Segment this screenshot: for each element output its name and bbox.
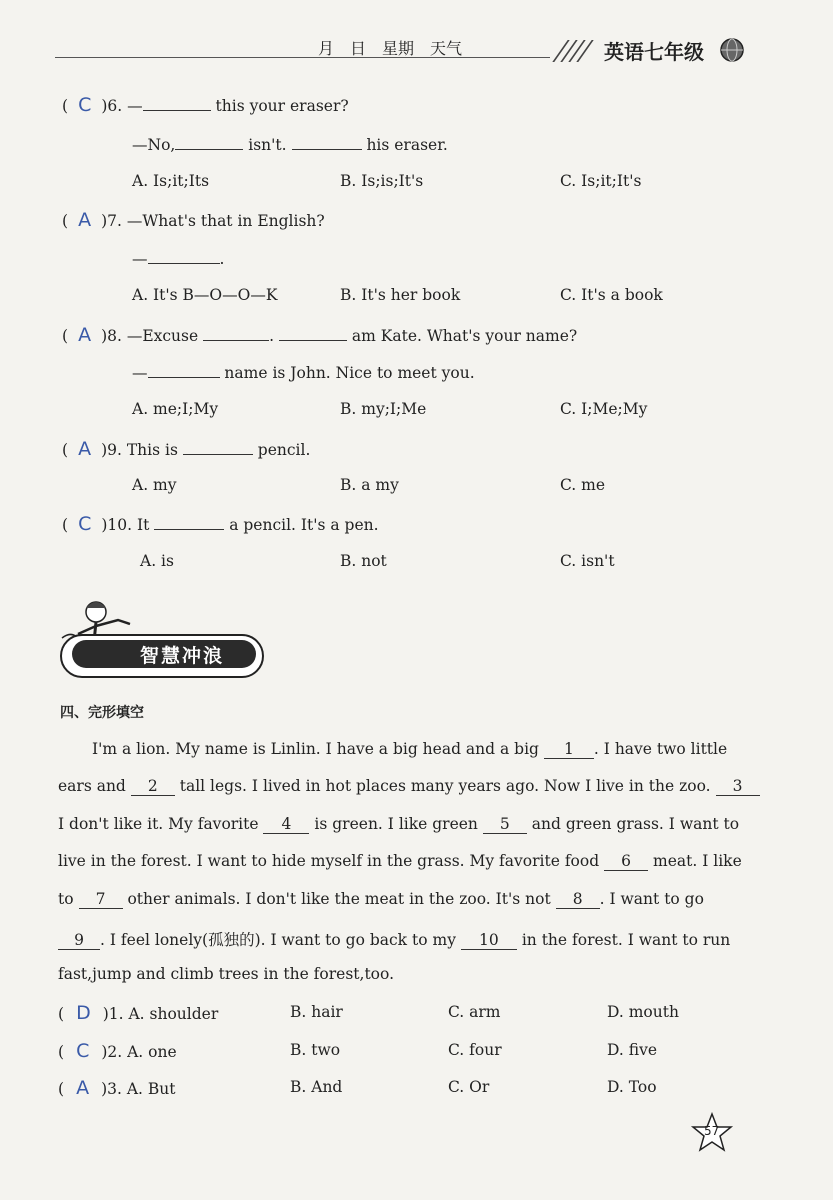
section-banner-title: 智慧冲浪 <box>140 645 225 667</box>
blank-7: 7 <box>79 890 123 909</box>
blank-3: 3 <box>716 777 760 796</box>
mc-answer-1: D <box>76 1002 91 1024</box>
section-title: 四、完形填空 <box>60 705 144 721</box>
mc-3-d: D. Too <box>607 1078 657 1096</box>
answer-10: C <box>78 513 92 535</box>
option-10b: B. not <box>340 552 387 570</box>
question-10: ( C )10. It a pencil. It's a pen. <box>62 513 379 535</box>
question-7-line2: — . <box>132 250 225 268</box>
answer-7: A <box>78 209 92 231</box>
passage-line-7: fast,jump and climb trees in the forest,too. <box>58 965 394 983</box>
option-9c: C. me <box>560 476 606 494</box>
passage-line-1: I'm a lion. My name is Linlin. I have a big head and a big 1 . I have two little <box>92 740 728 758</box>
answer-8: A <box>78 324 92 346</box>
blank-9: 9 <box>58 931 100 950</box>
option-8b: B. my;I;Me <box>340 400 427 418</box>
mc-3-b: B. And <box>290 1078 343 1096</box>
question-9: ( A )9. This is pencil. <box>62 438 311 460</box>
mc-answer-3: A <box>76 1077 90 1099</box>
header-rule <box>55 57 550 58</box>
answer-9: A <box>78 438 92 460</box>
blank-4: 4 <box>263 815 309 834</box>
option-7c: C. It's a book <box>560 286 663 304</box>
question-8-line2: — name is John. Nice to meet you. <box>132 364 475 382</box>
option-9b: B. a my <box>340 476 399 494</box>
option-6c: C. Is;it;It's <box>560 172 642 190</box>
option-10a: A. is <box>140 552 174 570</box>
question-7: ( A )7. —What's that in English? <box>62 209 325 231</box>
mc-1-c: C. arm <box>448 1003 501 1021</box>
question-6-line2: —No, isn't. his eraser. <box>132 136 448 154</box>
header-slash <box>576 40 593 62</box>
question-6: ( C )6. — this your eraser? <box>62 94 349 116</box>
blank-8: 8 <box>556 890 600 909</box>
option-10c: C. isn't <box>560 552 615 570</box>
mc-2-b: B. two <box>290 1041 341 1059</box>
blank-5: 5 <box>483 815 527 834</box>
page-number: 57 <box>704 1124 720 1138</box>
mc-answer-2: C <box>76 1040 90 1062</box>
mc-3-c: C. Or <box>448 1078 490 1096</box>
globe-icon <box>719 37 745 63</box>
option-6b: B. Is;is;It's <box>340 172 424 190</box>
blank-10: 10 <box>461 931 517 950</box>
blank-6: 6 <box>604 852 648 871</box>
mc-2: ( C )2. A. one <box>58 1040 177 1062</box>
mc-1-b: B. hair <box>290 1003 343 1021</box>
option-7a: A. It's B—O—O—K <box>132 286 278 304</box>
passage-line-5: to 7 other animals. I don't like the meat in the zoo. It's not 8 . I want to go <box>58 890 704 908</box>
passage-line-2: ears and 2 tall legs. I lived in hot places many years ago. Now I live in the zoo. 3 <box>58 777 760 796</box>
answer-6: C <box>78 94 92 116</box>
mc-1-d: D. mouth <box>607 1003 679 1021</box>
option-6a: A. Is;it;Its <box>132 172 210 190</box>
header-date-labels: 月 日 星期 天气 <box>318 39 463 58</box>
mc-2-c: C. four <box>448 1041 502 1059</box>
mc-2-d: D. five <box>607 1041 657 1059</box>
blank-1: 1 <box>544 740 594 759</box>
mc-1: ( D )1. A. shoulder <box>58 1002 219 1024</box>
passage-line-4: live in the forest. I want to hide myself in the grass. My favorite food 6 meat. I like <box>58 852 742 870</box>
option-8c: C. I;Me;My <box>560 400 648 418</box>
mc-3: ( A )3. A. But <box>58 1077 176 1099</box>
book-title: 英语七年级 <box>604 40 704 64</box>
option-9a: A. my <box>132 476 177 494</box>
blank-2: 2 <box>131 777 175 796</box>
question-8: ( A )8. —Excuse . am Kate. What's your name? <box>62 324 578 346</box>
passage-line-6: 9 . I feel lonely(孤独的). I want to go back to my 10 in the forest. I want to run <box>58 928 730 950</box>
option-8a: A. me;I;My <box>132 400 219 418</box>
passage-line-3: I don't like it. My favorite 4 is green. I like green 5 and green grass. I want to <box>58 815 740 833</box>
option-7b: B. It's her book <box>340 286 461 304</box>
